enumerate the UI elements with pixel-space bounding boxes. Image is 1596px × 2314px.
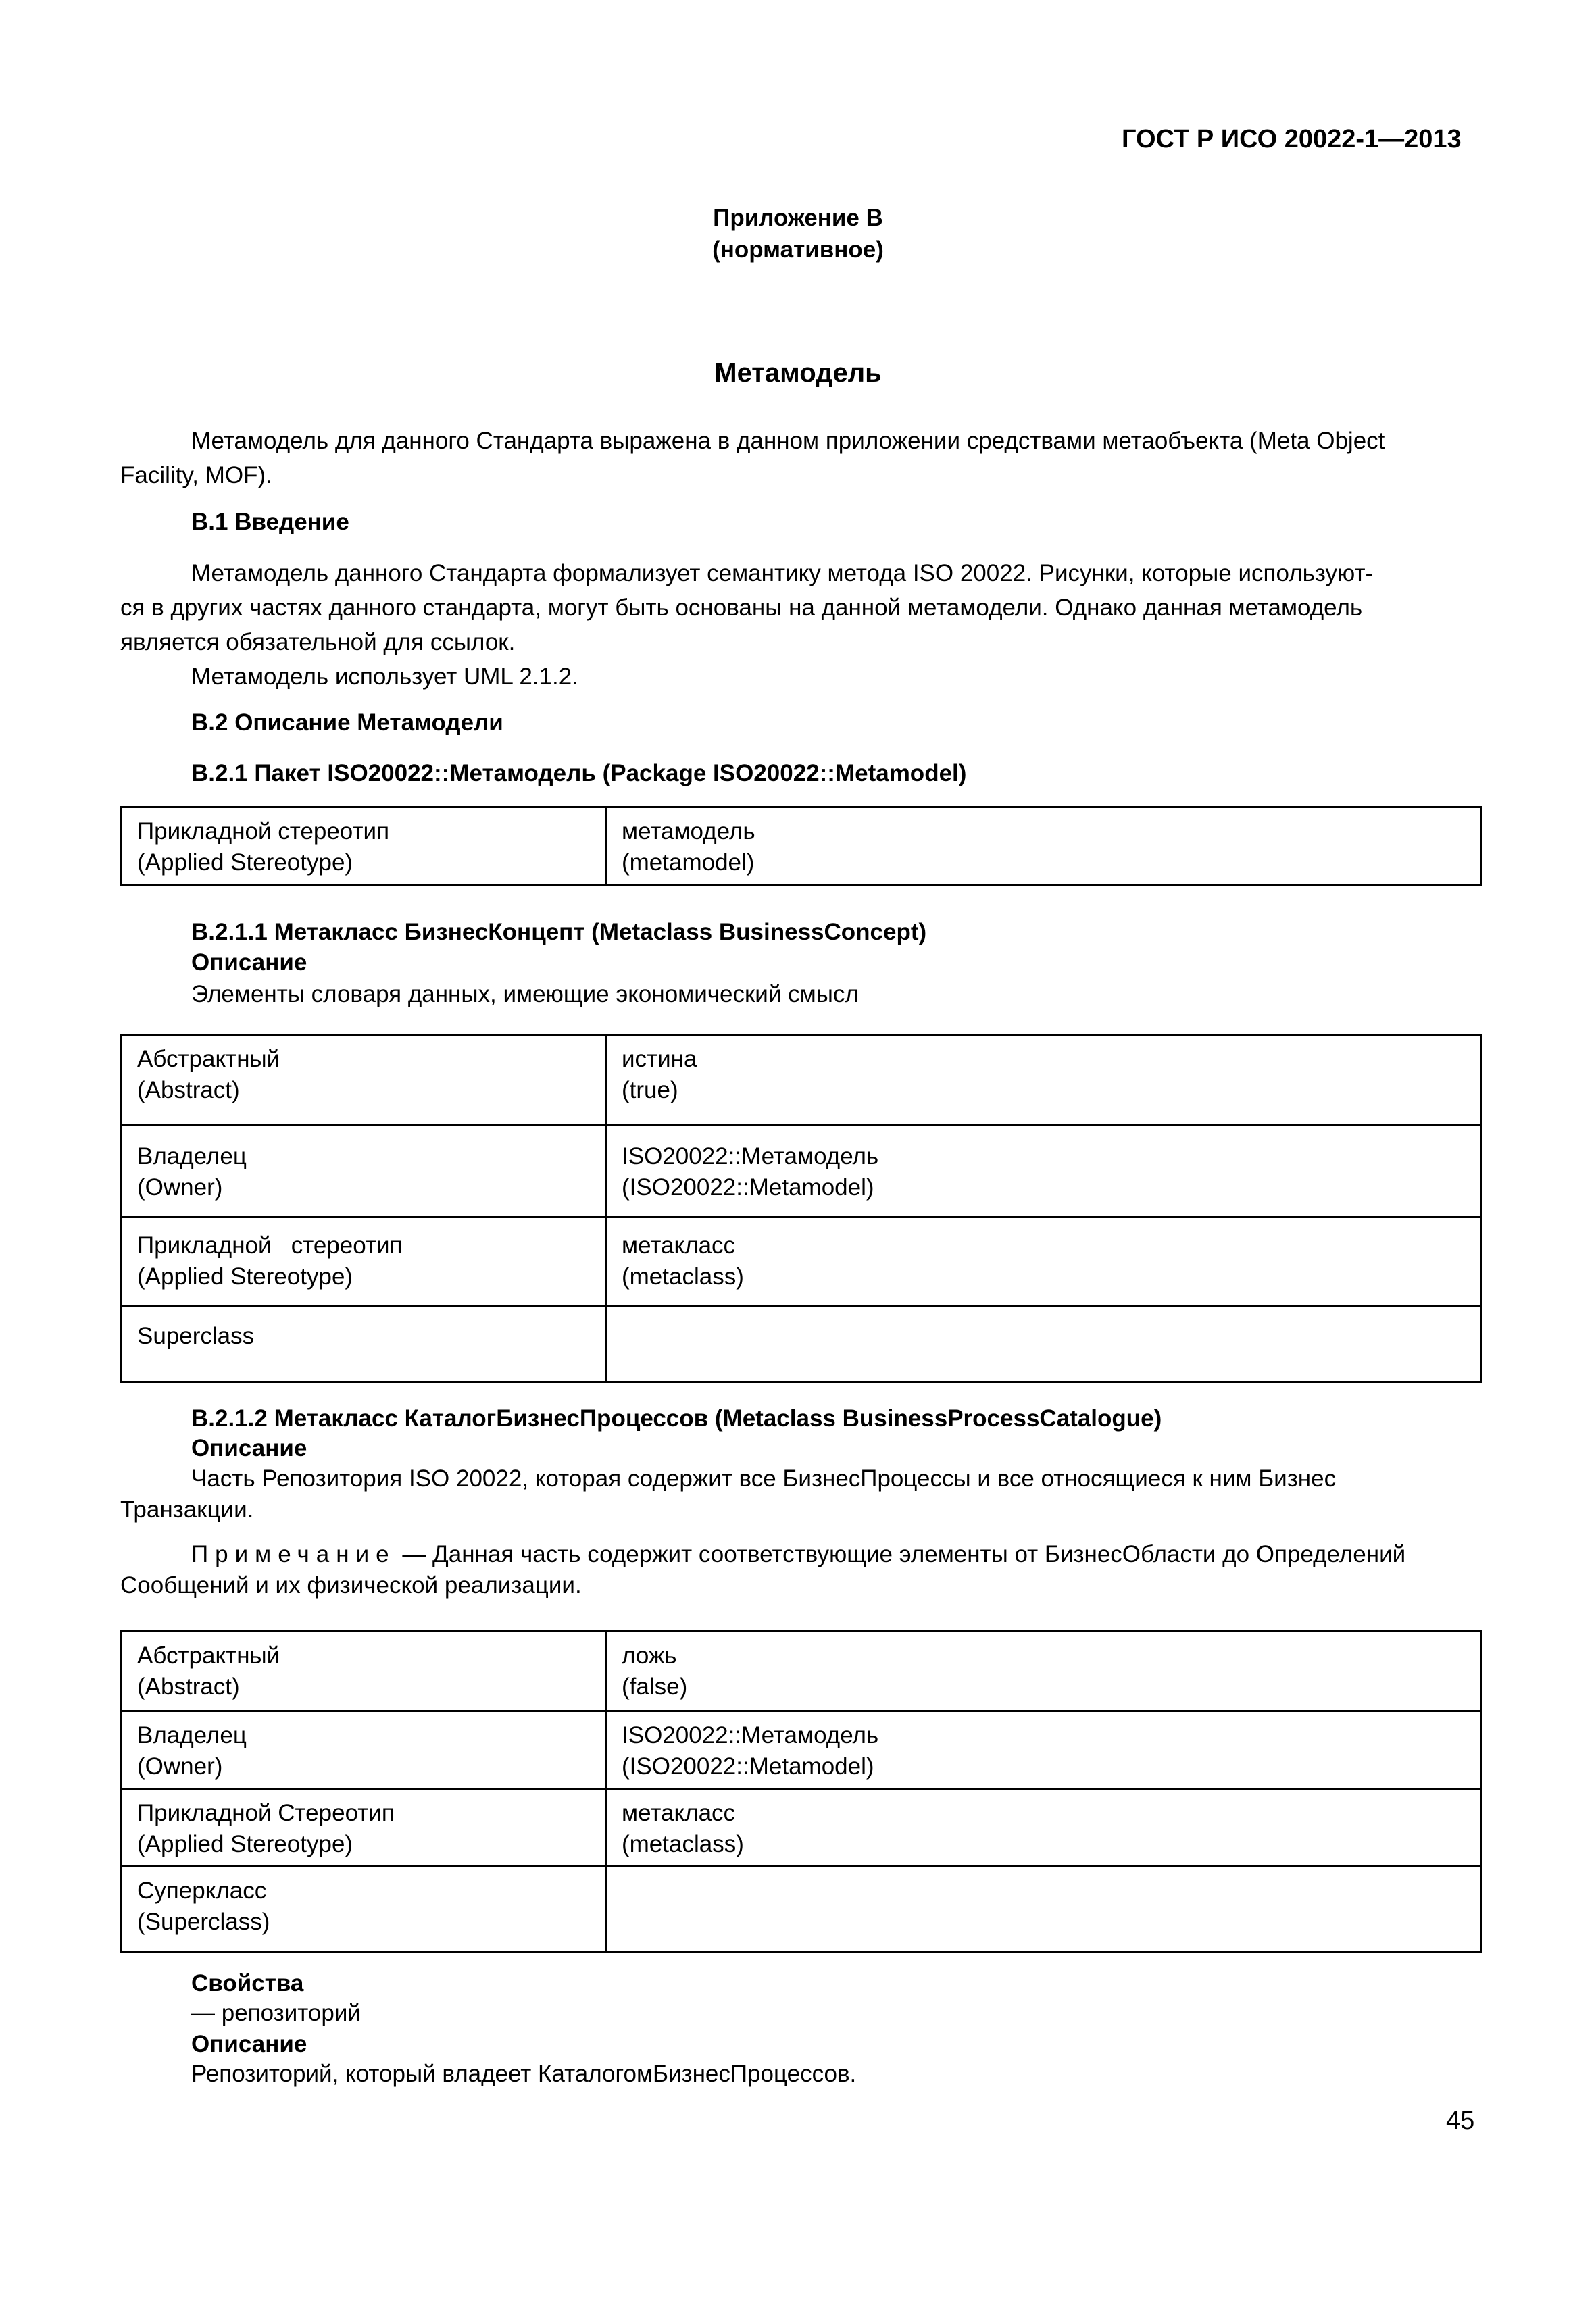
property-name: Суперкласс bbox=[137, 1878, 267, 1904]
property-name-en: (Owner) bbox=[137, 1174, 223, 1201]
properties-label: Свойства bbox=[191, 1970, 304, 1996]
property-name-en: (Applied Stereotype) bbox=[137, 1831, 353, 1857]
heading-b212: В.2.1.2 Метакласс КаталогБизнесПроцессов (Metaclass BusinessProcessCatalogue) bbox=[191, 1405, 1162, 1432]
businessconcept-table bbox=[120, 1034, 1482, 1383]
property-value: истина bbox=[622, 1046, 697, 1072]
property-name-cell bbox=[122, 807, 606, 885]
description-line: Транзакции. bbox=[120, 1496, 254, 1523]
table-row bbox=[122, 1789, 1481, 1867]
property-value-cell bbox=[606, 1217, 1481, 1307]
standard-designation: ГОСТ Р ИСО 20022-1—2013 bbox=[1122, 125, 1462, 153]
property-name: Прикладной Стереотип bbox=[137, 1800, 395, 1826]
property-name: Абстрактный bbox=[137, 1046, 280, 1072]
property-name-cell bbox=[122, 1632, 606, 1711]
property-name: Прикладной стереотип bbox=[137, 818, 390, 845]
property-name: Владелец bbox=[137, 1143, 247, 1169]
property-name-cell bbox=[122, 1867, 606, 1952]
property-name-cell bbox=[122, 1217, 606, 1307]
property-name: Superclass bbox=[137, 1323, 255, 1349]
property-name-cell bbox=[122, 1126, 606, 1217]
property-value-cell bbox=[606, 1126, 1481, 1217]
property-value-cell bbox=[606, 1035, 1481, 1126]
table-row bbox=[122, 1632, 1481, 1711]
property-value-en: (ISO20022::Metamodel) bbox=[622, 1753, 874, 1780]
property-value-cell bbox=[606, 1632, 1481, 1711]
heading-b1: В.1 Введение bbox=[191, 509, 349, 535]
table-row bbox=[122, 1307, 1481, 1382]
property-description-label: Описание bbox=[191, 2031, 307, 2057]
b1-line: Метамодель данного Стандарта формализует семантику метода ISO 20022. Рисунки, которые используют- bbox=[191, 560, 1374, 586]
intro-line: Метамодель для данного Стандарта выражена в данном приложении средствами метаобъекта (Meta Object bbox=[191, 428, 1385, 454]
note-line: Сообщений и их физической реализации. bbox=[120, 1572, 582, 1599]
property-name-cell bbox=[122, 1035, 606, 1126]
table-row bbox=[122, 1035, 1481, 1126]
property-name-cell bbox=[122, 1789, 606, 1867]
note-line bbox=[120, 1539, 1482, 1570]
heading-b211: В.2.1.1 Метакласс БизнесКонцепт (Metaclass BusinessConcept) bbox=[191, 919, 927, 945]
description-label: Описание bbox=[191, 949, 307, 976]
property-name-en: (Owner) bbox=[137, 1753, 223, 1780]
property-value: ISO20022::Метамодель bbox=[622, 1722, 879, 1749]
property-value-en: (metaclass) bbox=[622, 1263, 744, 1290]
property-value: метамодель bbox=[622, 818, 755, 845]
section-title: Метамодель bbox=[714, 358, 882, 388]
property-value-en: (false) bbox=[622, 1674, 688, 1700]
property-name-en: (Applied Stereotype) bbox=[137, 1263, 353, 1290]
table-row bbox=[122, 1126, 1481, 1217]
property-value-cell bbox=[606, 1867, 1481, 1952]
property-value-en: (metamodel) bbox=[622, 849, 755, 876]
property-name: Владелец bbox=[137, 1722, 247, 1749]
property-value: метакласс bbox=[622, 1232, 736, 1259]
property-name-cell bbox=[122, 1711, 606, 1789]
property-name-cell bbox=[122, 1307, 606, 1382]
property-value-cell bbox=[606, 1307, 1481, 1382]
b1-line: ся в других частях данного стандарта, могут быть основаны на данной метамодели. Однако данная метамодель bbox=[120, 595, 1363, 621]
property-value: ложь bbox=[622, 1642, 677, 1669]
table-row bbox=[122, 1217, 1481, 1307]
annex-type: (нормативное) bbox=[712, 236, 884, 263]
property-name-en: (Abstract) bbox=[137, 1674, 240, 1700]
property-item: — репозиторий bbox=[191, 2000, 361, 2026]
intro-line: Facility, MOF). bbox=[120, 462, 272, 488]
property-value: ISO20022::Метамодель bbox=[622, 1143, 879, 1169]
description-paragraph bbox=[120, 1463, 1482, 1526]
property-name-en: (Abstract) bbox=[137, 1077, 240, 1103]
table-row bbox=[122, 1867, 1481, 1952]
table-row bbox=[122, 807, 1481, 885]
description-text: Элементы словаря данных, имеющие экономический смысл bbox=[191, 981, 859, 1007]
intro-paragraph bbox=[120, 424, 1482, 493]
note-label: Примечание bbox=[191, 1541, 396, 1567]
table-row bbox=[122, 1711, 1481, 1789]
b1-paragraph bbox=[120, 556, 1482, 694]
page-number: 45 bbox=[1446, 2107, 1475, 2135]
annex-title: Приложение В bbox=[713, 205, 883, 231]
property-name: Прикладной стереотип bbox=[137, 1232, 403, 1259]
property-description-text: Репозиторий, который владеет КаталогомБизнесПроцессов. bbox=[191, 2061, 857, 2087]
description-label: Описание bbox=[191, 1435, 307, 1461]
b1-line: является обязательной для ссылок. bbox=[120, 629, 516, 655]
property-value-en: (metaclass) bbox=[622, 1831, 744, 1857]
property-value-cell bbox=[606, 1789, 1481, 1867]
heading-b2: В.2 Описание Метамодели bbox=[191, 709, 503, 736]
heading-b21: В.2.1 Пакет ISO20022::Метамодель (Package ISO20022::Metamodel) bbox=[191, 760, 967, 786]
note-paragraph bbox=[120, 1539, 1482, 1601]
property-value-en: (ISO20022::Metamodel) bbox=[622, 1174, 874, 1201]
businessprocesscatalogue-table bbox=[120, 1630, 1482, 1953]
package-properties-table bbox=[120, 806, 1482, 886]
property-value-en: (true) bbox=[622, 1077, 678, 1103]
property-value: метакласс bbox=[622, 1800, 736, 1826]
description-line: Часть Репозитория ISO 20022, которая содержит все БизнесПроцессы и все относящиеся к ним Бизнес bbox=[191, 1465, 1337, 1492]
property-value-cell bbox=[606, 1711, 1481, 1789]
property-name-en: (Superclass) bbox=[137, 1909, 270, 1935]
property-name-en: (Applied Stereotype) bbox=[137, 849, 353, 876]
b1-line: Метамодель использует UML 2.1.2. bbox=[191, 663, 578, 690]
note-text: — Данная часть содержит соответствующие элементы от БизнесОбласти до Определений bbox=[395, 1541, 1406, 1567]
property-value-cell bbox=[606, 807, 1481, 885]
property-name: Абстрактный bbox=[137, 1642, 280, 1669]
